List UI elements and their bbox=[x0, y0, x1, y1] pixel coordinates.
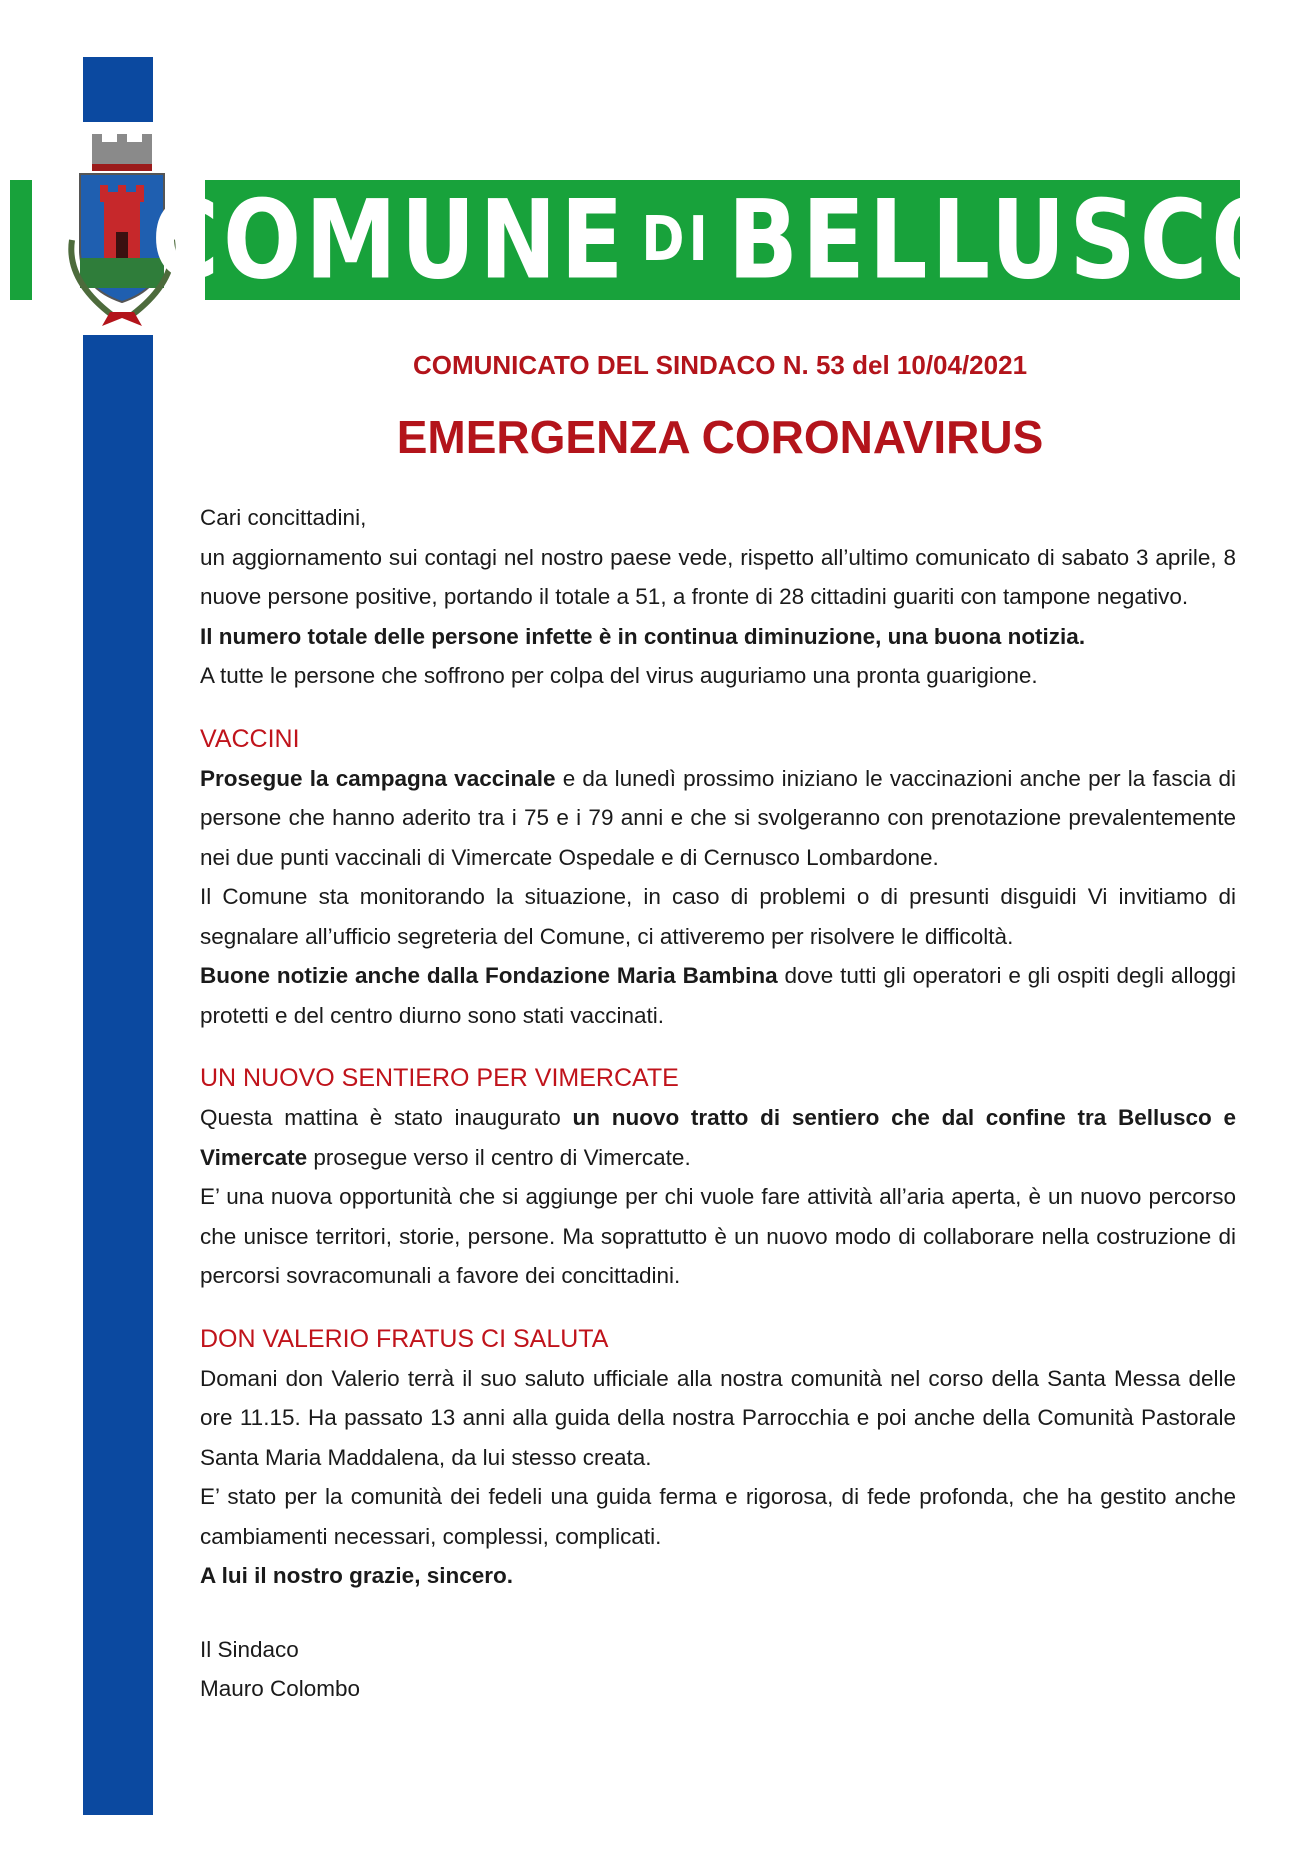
paragraph-thanks bbox=[200, 1556, 1236, 1596]
spacer bbox=[200, 1035, 1236, 1059]
signature-role: Il Sindaco bbox=[200, 1636, 299, 1662]
paragraph-opportunity: E’ una nuova opportunità che si aggiunge per chi vuole fare attività all’aria aperta, è un nuovo percorso che unisce territori, storie, persone. Ma soprattutto è un nuovo modo di collaborare nella costruzione di percorsi sovracomunali a favore dei concittadini. bbox=[200, 1184, 1236, 1288]
signature-block bbox=[200, 1630, 1236, 1709]
bold-text: Il numero totale delle persone infette è in continua diminuzione, una buona notizia. bbox=[200, 623, 1086, 649]
bold-text: Prosegue la campagna vaccinale bbox=[200, 765, 556, 791]
paragraph-text: e da lunedì prossimo iniziano le vaccinazioni anche per la fascia di persone che hanno aderito tra i 75 e i 79 anni e che si svolgeranno con prenotazione prevalentemente nei due punti vaccinali di Vimercate Ospedale e di Cernusco Lombardone. bbox=[200, 765, 1236, 870]
bold-text: A lui il nostro grazie, sincero. bbox=[200, 1563, 513, 1588]
paragraph-vaccination-campaign bbox=[200, 759, 1236, 878]
section-heading-vaccini: VACCINI bbox=[200, 724, 300, 753]
paragraph-text: Questa mattina è stato inaugurato bbox=[200, 1105, 573, 1130]
paragraph-wishes: A tutte le persone che soffrono per colpa del virus auguriamo una pronta guarigione. bbox=[200, 663, 1038, 688]
paragraph-new-path bbox=[200, 1098, 1236, 1177]
banner-word-di: DI bbox=[641, 204, 712, 276]
signature-name: Mauro Colombo bbox=[200, 1676, 361, 1701]
paragraph-infections-decreasing bbox=[200, 617, 1236, 657]
banner-word-comune: COMUNE bbox=[151, 176, 628, 304]
paragraph-text: dove tutti gli operatori e gli ospiti degli alloggi protetti e del centro diurno sono stati vaccinati. bbox=[200, 963, 1236, 1028]
page-title: EMERGENZA CORONAVIRUS bbox=[396, 411, 1044, 463]
paragraph-monitoring: Il Comune sta monitorando la situazione, in caso di problemi o di presunti disguidi Vi invitiamo di segnalare all’ufficio segreteria del Comune, ci attiveremo per risolvere le difficoltà. bbox=[200, 884, 1236, 949]
green-stripe-left bbox=[10, 180, 32, 300]
banner-word-bellusco: BELLUSCO bbox=[727, 176, 1294, 304]
municipality-banner bbox=[151, 176, 1294, 304]
spacer bbox=[200, 696, 1236, 720]
greeting: Cari concittadini, bbox=[200, 505, 367, 530]
blue-bar-top bbox=[83, 57, 153, 122]
bold-text: Buone notizie anche dalla Fondazione Maria Bambina bbox=[200, 963, 778, 988]
blue-bar-main bbox=[83, 335, 153, 1815]
paragraph-text: prosegue verso il centro di Vimercate. bbox=[307, 1144, 691, 1170]
paragraph-fondazione bbox=[200, 956, 1236, 1035]
paragraph-guidance: E’ stato per la comunità dei fedeli una guida ferma e rigorosa, di fede profonda, che ha gestito anche cambiamenti necessari, complessi, complicati. bbox=[200, 1484, 1236, 1549]
communique-number: COMUNICATO DEL SINDACO N. 53 del 10/04/2021 bbox=[412, 350, 1028, 380]
paragraph-farewell: Domani don Valerio terrà il suo saluto ufficiale alla nostra comunità nel corso della Santa Messa delle ore 11.15. Ha passato 13 anni alla guida della nostra Parrocchia e poi anche della Comunità Pastorale Santa Maria Maddalena, da lui stesso creata. bbox=[200, 1365, 1236, 1470]
section-heading-valerio: DON VALERIO FRATUS CI SALUTA bbox=[200, 1324, 609, 1353]
document-body bbox=[200, 498, 1236, 1709]
section-heading-sentiero: UN NUOVO SENTIERO PER VIMERCATE bbox=[200, 1064, 679, 1092]
paragraph-contagion-update: un aggiornamento sui contagi nel nostro paese vede, rispetto all’ultimo comunicato di sabato 3 aprile, 8 nuove persone positive, portando il totale a 51, a fronte di 28 cittadini guariti con tampone negativo. bbox=[200, 544, 1236, 609]
spacer bbox=[200, 1296, 1236, 1320]
bold-text: un nuovo tratto di sentiero che dal confine tra Bellusco e Vimercate bbox=[200, 1105, 1236, 1170]
